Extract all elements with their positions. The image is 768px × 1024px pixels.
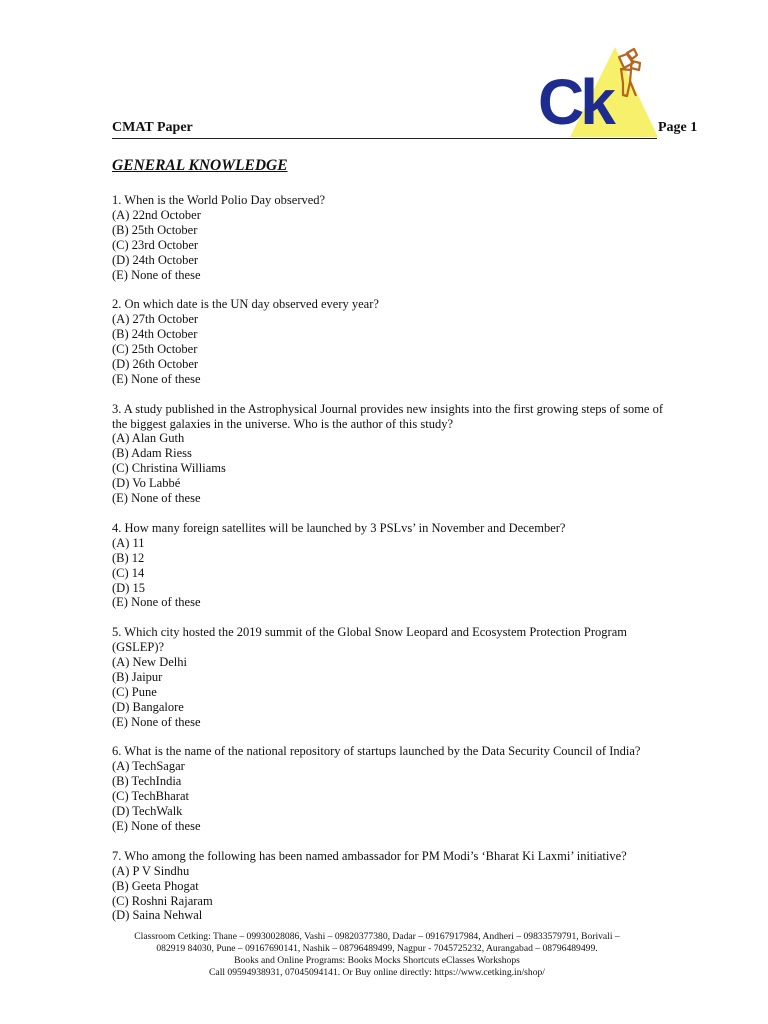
page-number: Page 1 bbox=[658, 120, 698, 135]
answer-option: (A) 22nd October bbox=[112, 207, 201, 222]
question-text: 3. A study published in the Astrophysical Journal provides new insights into the first growing steps of some of the biggest galaxies in the universe. Who is the author of this study? bbox=[112, 401, 664, 431]
answer-option: (B) 25th October bbox=[112, 222, 198, 237]
question-block bbox=[112, 402, 672, 506]
answer-option: (A) Alan Guth bbox=[112, 431, 185, 446]
question-block bbox=[112, 297, 672, 386]
answer-option: (C) TechBharat bbox=[112, 789, 189, 804]
answer-option: (E) None of these bbox=[112, 595, 201, 610]
answer-option: (D) Vo Labbé bbox=[112, 476, 181, 491]
answer-option: (A) 27th October bbox=[112, 312, 199, 327]
footer-line: Classroom Cetking: Thane – 09930028086, Vashi – 09820377380, Dadar – 09167917984, Andheri – 09833579791, Borivali – bbox=[134, 931, 620, 942]
answer-option: (C) Christina Williams bbox=[112, 461, 226, 476]
answer-option: (B) Adam Riess bbox=[112, 446, 192, 461]
question-block bbox=[112, 849, 672, 924]
answer-option: (E) None of these bbox=[112, 714, 201, 729]
answer-option: (D) 24th October bbox=[112, 252, 199, 267]
answer-option: (E) None of these bbox=[112, 267, 201, 282]
footer bbox=[112, 931, 642, 979]
answer-option: (D) 15 bbox=[112, 580, 145, 595]
section-title: GENERAL KNOWLEDGE bbox=[112, 157, 288, 174]
answer-option: (E) None of these bbox=[112, 371, 201, 386]
question-text: 7. Who among the following has been named ambassador for PM Modi’s ‘Bharat Ki Laxmi’ initiative? bbox=[112, 848, 627, 863]
question-text: 2. On which date is the UN day observed every year? bbox=[112, 297, 379, 312]
cetking-logo bbox=[535, 45, 660, 137]
answer-option: (B) Jaipur bbox=[112, 669, 163, 684]
question-list bbox=[112, 193, 672, 938]
document-title: CMAT Paper bbox=[112, 120, 193, 135]
answer-option: (B) Geeta Phogat bbox=[112, 878, 199, 893]
answer-option: (E) None of these bbox=[112, 491, 201, 506]
answer-option: (B) TechIndia bbox=[112, 774, 182, 789]
question-text: 1. When is the World Polio Day observed? bbox=[112, 193, 326, 207]
answer-option: (C) 25th October bbox=[112, 342, 198, 357]
logo-text: Ck bbox=[538, 66, 612, 137]
footer-line: Call 09594938931, 07045094141. Or Buy online directly: https://www.cetking.in/shop/ bbox=[209, 967, 545, 978]
answer-option: (A) 11 bbox=[112, 535, 145, 550]
answer-option: (C) Roshni Rajaram bbox=[112, 893, 213, 908]
question-block bbox=[112, 625, 672, 729]
question-text: 6. What is the name of the national repository of startups launched by the Data Security Council of India? bbox=[112, 744, 641, 759]
question-block bbox=[112, 744, 672, 833]
header-rule bbox=[112, 138, 657, 139]
question-block bbox=[112, 193, 672, 282]
answer-option: (B) 24th October bbox=[112, 327, 198, 342]
answer-option: (C) 23rd October bbox=[112, 237, 199, 252]
question-block bbox=[112, 521, 672, 610]
answer-option: (A) New Delhi bbox=[112, 655, 187, 670]
question-text: 4. How many foreign satellites will be launched by 3 PSLvs’ in November and December? bbox=[112, 520, 566, 535]
logo-figure-icon bbox=[619, 49, 640, 96]
answer-option: (D) Bangalore bbox=[112, 699, 184, 714]
answer-option: (B) 12 bbox=[112, 550, 145, 565]
answer-option: (C) Pune bbox=[112, 684, 157, 699]
answer-option: (D) 26th October bbox=[112, 356, 199, 371]
answer-option: (E) None of these bbox=[112, 818, 201, 833]
answer-option: (D) Saina Nehwal bbox=[112, 908, 203, 923]
footer-line: 082919 84030, Pune – 09167690141, Nashik – 08796489499, Nagpur - 7045725232, Aurangabad – 08796489499. bbox=[156, 943, 598, 954]
answer-option: (A) P V Sindhu bbox=[112, 863, 190, 878]
answer-option: (C) 14 bbox=[112, 565, 145, 580]
question-text: 5. Which city hosted the 2019 summit of the Global Snow Leopard and Ecosystem Protection Program (GSLEP)? bbox=[112, 625, 627, 655]
answer-option: (A) TechSagar bbox=[112, 759, 185, 774]
answer-option: (D) TechWalk bbox=[112, 804, 183, 819]
footer-line: Books and Online Programs: Books Mocks Shortcuts eClasses Workshops bbox=[234, 955, 520, 966]
